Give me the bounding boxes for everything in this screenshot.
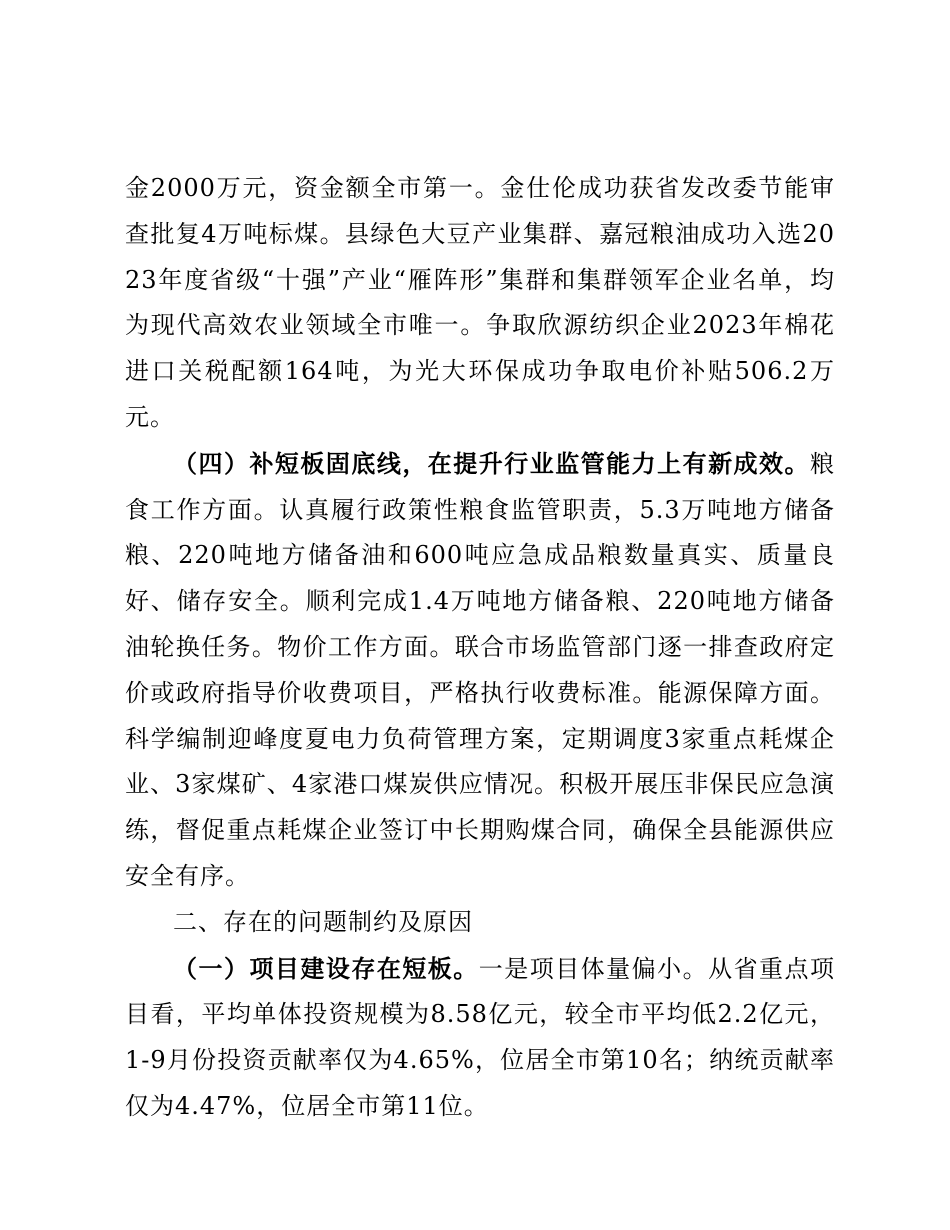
document-page [125, 166, 835, 1130]
section-heading [125, 900, 835, 946]
paragraph-3-text: 一是项目体量偏小。从省重点项目看，平均单体投资规模为8.58亿元，较全市平均低2.2亿元，1-9月份投资贡献率仅为4.65%，位居全市第10名；纳统贡献率仅为4.47%，位居全市第11位。 [125, 954, 836, 1120]
paragraph-2-lead: （四）补短板固底线，在提升行业监管能力上有新成效。 [173, 448, 810, 478]
paragraph-1-text: 金2000万元，资金额全市第一。金仕伦成功获省发改委节能审查批复4万吨标煤。县绿色大豆产业集群、嘉冠粮油成功入选2023年度省级“十强”产业“雁阵形”集群和集群领军企业名单，均为现代高效农业领域全市唯一。争取欣源纺织企业2023年棉花进口关税配额164吨，为光大环保成功争取电价补贴506.2万元。 [125, 174, 835, 431]
paragraph-1 [125, 166, 835, 441]
paragraph-3-lead: （一）项目建设存在短板。 [173, 953, 479, 983]
paragraph-3 [125, 946, 835, 1130]
paragraph-2-text: 粮食工作方面。认真履行政策性粮食监管职责，5.3万吨地方储备粮、220吨地方储备油和600吨应急成品粮数量真实、质量良好、储存安全。顺利完成1.4万吨地方储备粮、220吨地方储备油轮换任务。物价工作方面。联合市场监管部门逐一排查政府定价或政府指导价收费项目，严格执行收费标准。能源保障方面。科学编制迎峰度夏电力负荷管理方案，定期调度3家重点耗煤企业、3家煤矿、4家港口煤炭供应情况。积极开展压非保民应急演练，督促重点耗煤企业签订中长期购煤合同，确保全县能源供应安全有序。 [125, 449, 835, 890]
section-heading-text: 二、存在的问题制约及原因 [173, 907, 473, 936]
paragraph-2 [125, 441, 835, 900]
